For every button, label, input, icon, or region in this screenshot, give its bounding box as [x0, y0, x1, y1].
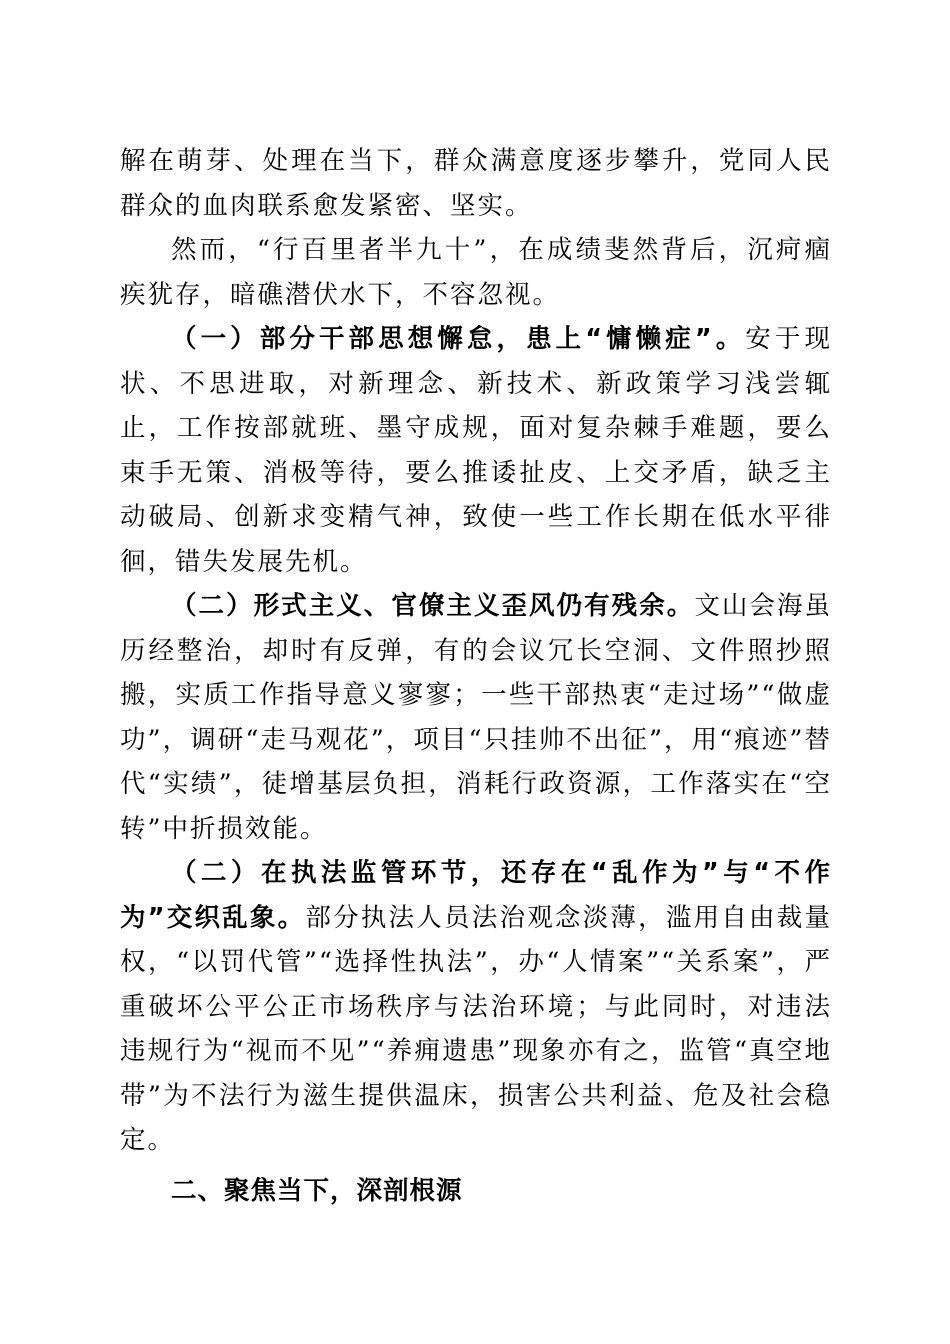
paragraph-lead: （一）部分干部思想懈怠，患上“慵懒症”。 — [171, 324, 746, 354]
paragraph-text: 解在萌芽、处理在当下，群众满意度逐步攀升，党同人民群众的血肉联系愈发紧密、坚实。 — [120, 146, 832, 221]
paragraph-lead: （二）形式主义、官僚主义歪风仍有残余。 — [171, 591, 695, 621]
paragraph-text: 安于现状、不思进取，对新理念、新技术、新政策学习浅尝辄止，工作按部就班、墨守成规，面对复杂棘手难题，要么束手无策、消极等待，要么推诿扯皮、上交矛盾，缺乏主动破局、创新求变精气神，致使一些工作长期在低水平徘徊，错失发展先机。 — [120, 324, 832, 577]
document-body — [120, 139, 832, 1213]
paragraph-text: 然而，“行百里者半九十”，在成绩斐然背后，沉疴痼疾犹存，暗礁潜伏水下，不容忽视。 — [120, 235, 832, 310]
paragraph-text: 部分执法人员法治观念淡薄，滥用自由裁量权，“以罚代管”“选择性执法”，办“人情案”“关系案”，严重破坏公平公正市场秩序与法治环境；与此同时，对违法违规行为“视而不见”“养痈遗患”现象亦有之，监管“真空地带”为不法行为滋生提供温床，损害公共利益、危及社会稳定。 — [120, 902, 832, 1155]
paragraph-text: 文山会海虽历经整治，却时有反弹，有的会议冗长空洞、文件照抄照搬，实质工作指导意义寥寥；一些干部热衷“走过场”“做虚功”，调研“走马观花”，项目“只挂帅不出征”，用“痕迹”替代“实绩”，徒增基层负担，消耗行政资源，工作落实在“空转”中折损效能。 — [120, 591, 832, 844]
paragraph-transition — [120, 228, 832, 317]
paragraph-continuation — [120, 139, 832, 228]
section-heading: 二、聚焦当下，深剖根源 — [171, 1175, 463, 1206]
paragraph-lead: （二）在执法监管环节，还存在“乱作为”与“不作为”交织乱象。 — [120, 858, 832, 933]
paragraph-issue-1 — [120, 317, 832, 584]
paragraph-issue-3 — [120, 851, 832, 1163]
paragraph-issue-2 — [120, 584, 832, 851]
